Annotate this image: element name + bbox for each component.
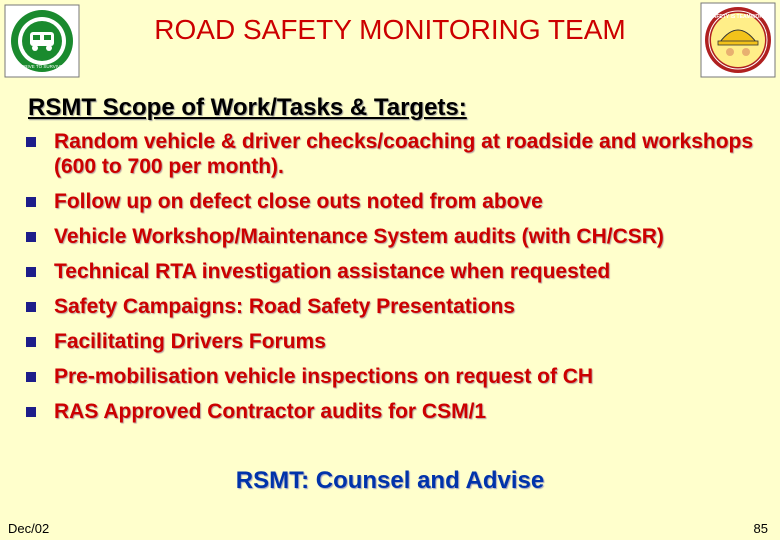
square-bullet-icon: [26, 372, 36, 382]
task-text: Safety Campaigns: Road Safety Presentations: [54, 295, 515, 318]
task-text: Random vehicle & driver checks/coaching at roadside and workshops (600 to 700 per month).: [54, 130, 754, 178]
square-bullet-icon: [26, 337, 36, 347]
list-item: [24, 399, 764, 424]
footer-date: Dec/02: [8, 521, 50, 536]
list-item: [24, 364, 764, 389]
task-text: Follow up on defect close outs noted from above: [54, 190, 543, 213]
slide-title: ROAD SAFETY MONITORING TEAM: [154, 14, 626, 45]
page-number: 85: [753, 521, 768, 536]
task-text: Technical RTA investigation assistance when requested: [54, 260, 611, 283]
closing-statement: RSMT: Counsel and Advise: [235, 467, 545, 494]
task-text: Vehicle Workshop/Maintenance System audits (with CH/CSR): [54, 225, 664, 248]
right-logo-text: SAFETY IS TEAMWORK: [709, 14, 767, 20]
list-item: [24, 294, 764, 319]
square-bullet-icon: [26, 197, 36, 207]
list-item: [24, 224, 764, 249]
task-text: Facilitating Drivers Forums: [54, 330, 326, 353]
square-bullet-icon: [26, 302, 36, 312]
square-bullet-icon: [26, 232, 36, 242]
list-item: [24, 189, 764, 214]
safety-is-teamwork-badge-icon: [700, 2, 776, 78]
list-item: [24, 129, 764, 179]
task-text: Pre-mobilisation vehicle inspections on request of CH: [54, 365, 594, 388]
section-heading: RSMT Scope of Work/Tasks & Targets:: [28, 94, 467, 121]
left-logo-text: DRIVE TO SURVIVE: [20, 64, 64, 69]
task-list: [24, 129, 764, 434]
square-bullet-icon: [26, 407, 36, 417]
list-item: [24, 329, 764, 354]
task-text: RAS Approved Contractor audits for CSM/1: [54, 400, 487, 423]
square-bullet-icon: [26, 267, 36, 277]
list-item: [24, 259, 764, 284]
square-bullet-icon: [26, 137, 36, 147]
